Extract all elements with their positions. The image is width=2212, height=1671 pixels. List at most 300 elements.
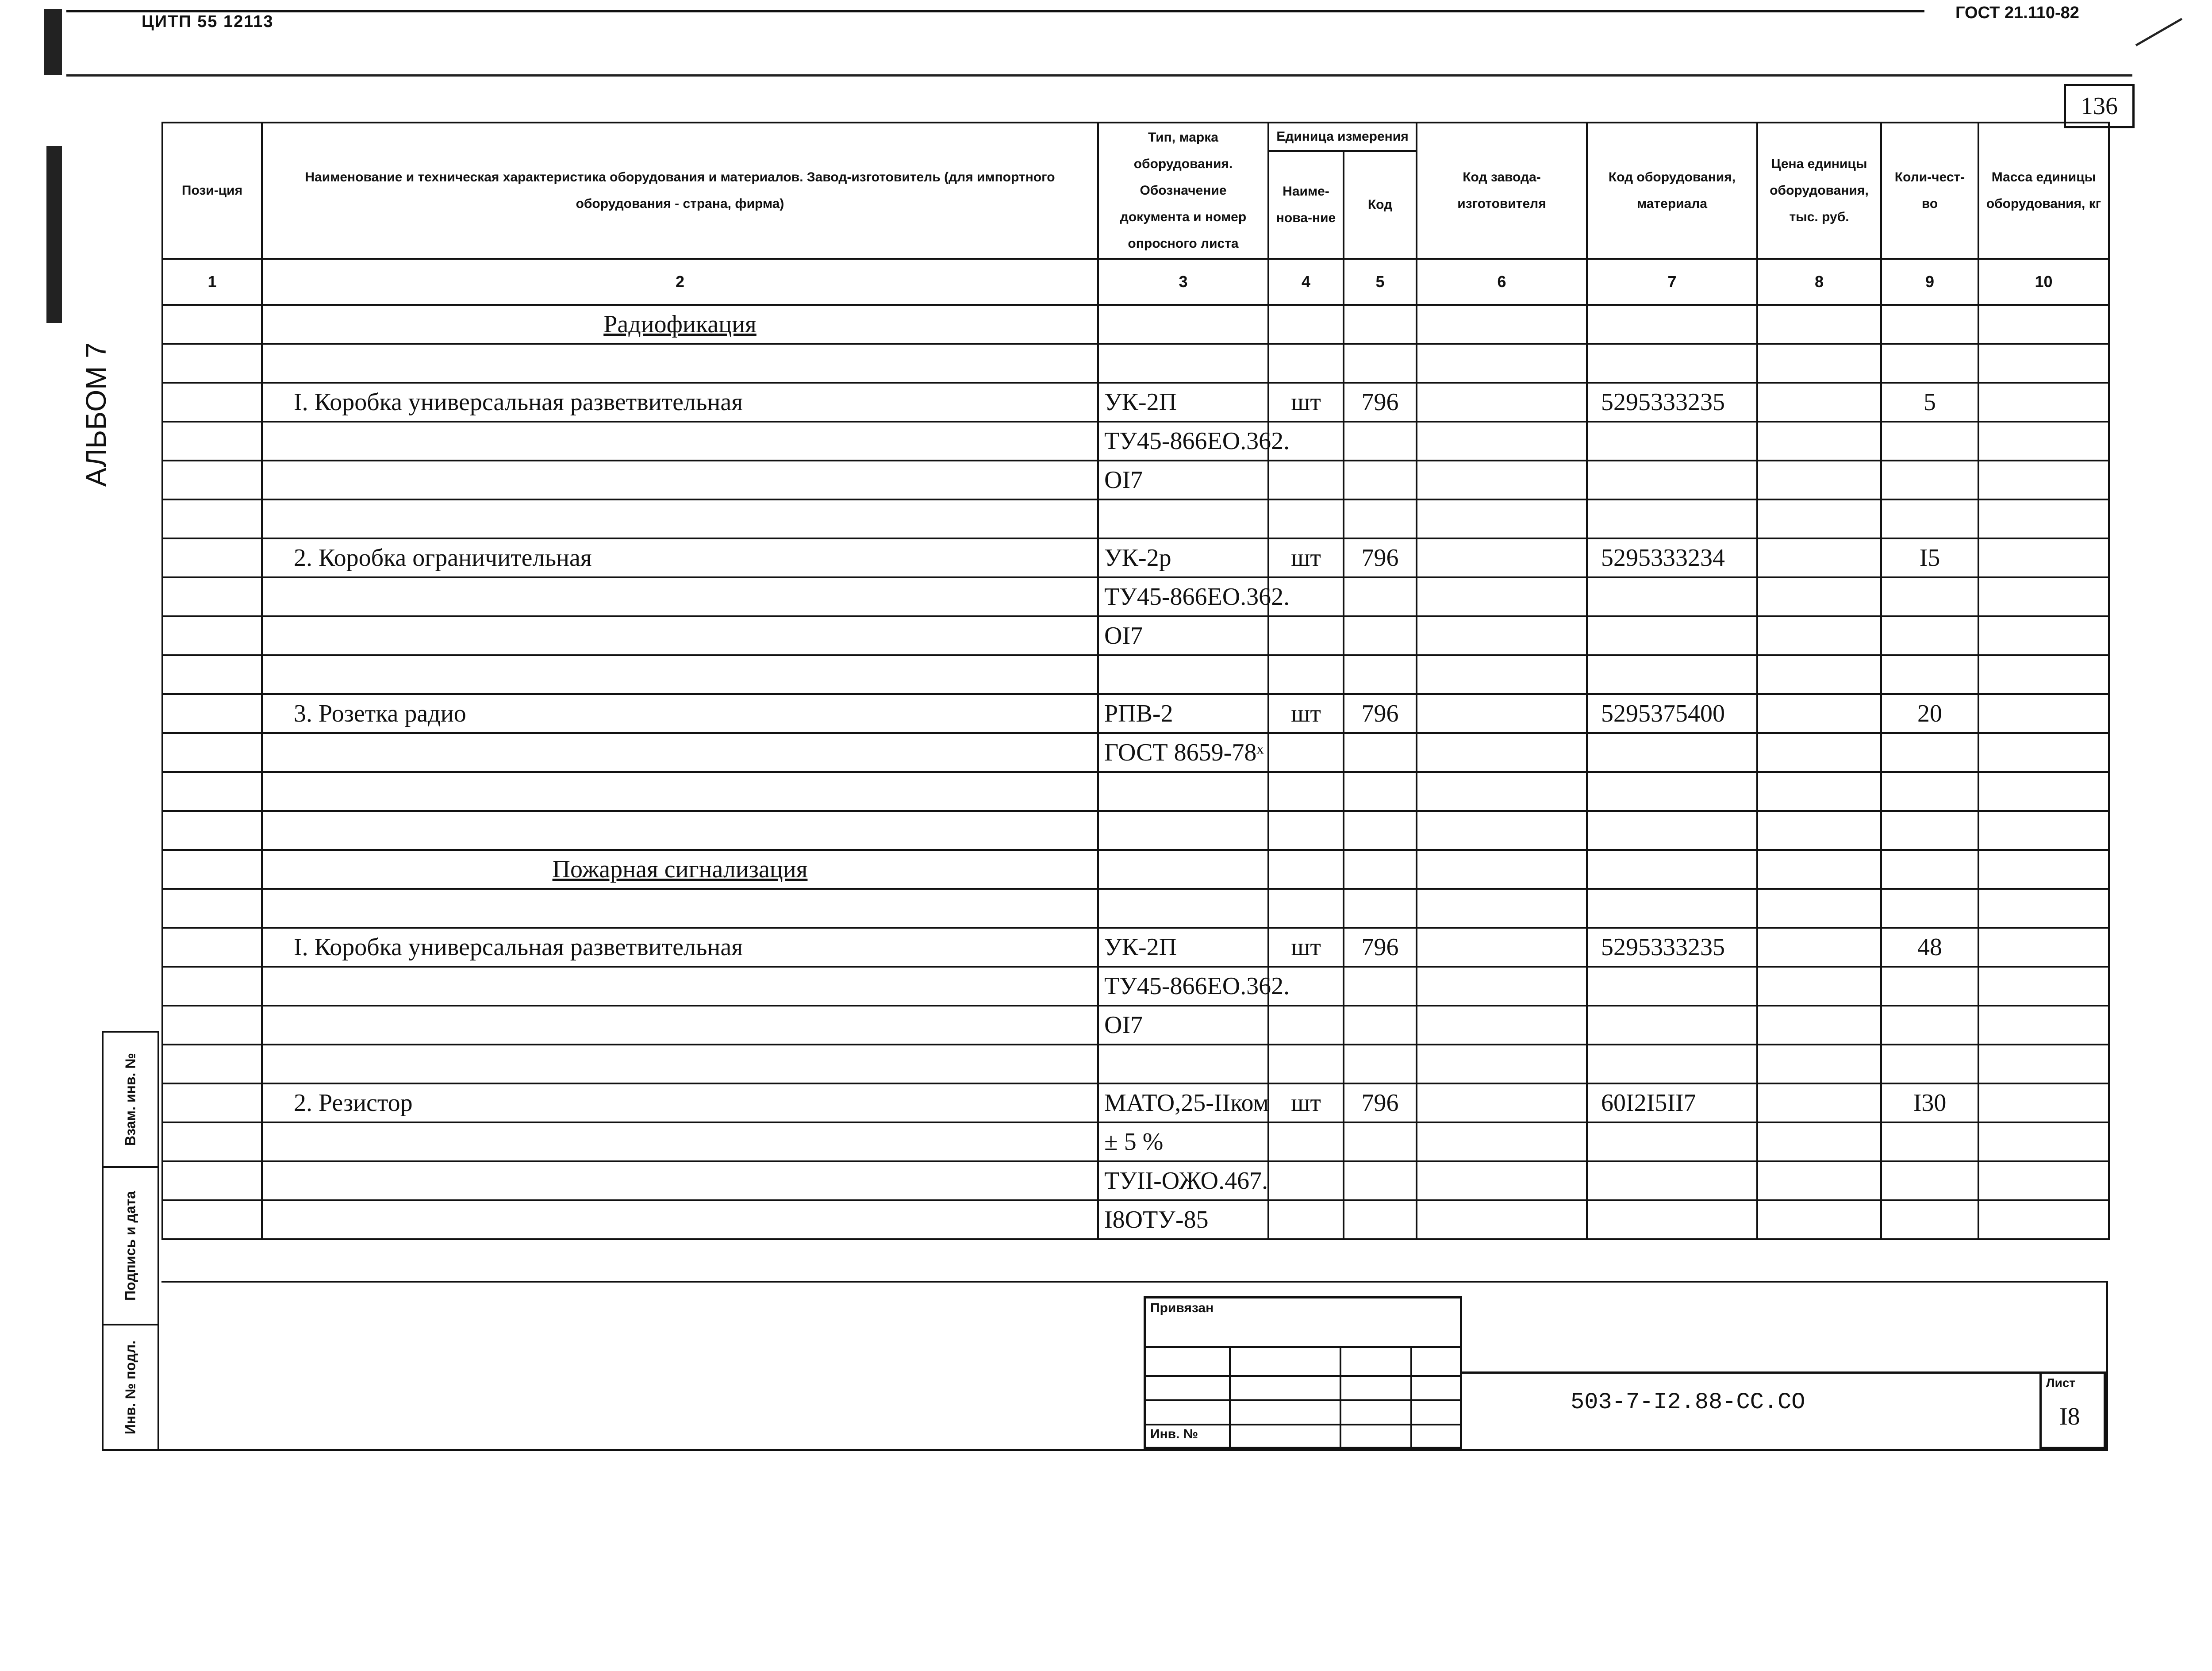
table-cell-code xyxy=(1344,811,1417,850)
table-cell-mass xyxy=(1978,850,2109,889)
table-cell-type: УК-2П xyxy=(1098,383,1268,422)
album-label: АЛЬБОМ 7 xyxy=(80,342,112,487)
column-number: 9 xyxy=(1881,259,1978,305)
table-cell-code xyxy=(1344,967,1417,1006)
table-row xyxy=(162,772,2109,811)
table-cell-mass xyxy=(1978,733,2109,772)
table-cell-type: I8ОТУ-85 xyxy=(1098,1200,1268,1239)
document-band-rule xyxy=(1462,1371,2106,1374)
table-cell-unit: шт xyxy=(1268,383,1344,422)
table-cell-equip_code xyxy=(1587,967,1757,1006)
table-cell-pos xyxy=(162,305,262,344)
table-cell-price xyxy=(1757,1083,1881,1122)
column-number: 10 xyxy=(1978,259,2109,305)
table-cell-equip_code xyxy=(1587,305,1757,344)
table-cell-type xyxy=(1098,499,1268,538)
table-cell-price xyxy=(1757,461,1881,499)
side-stamp-label: Взам. инв. № xyxy=(122,1053,138,1146)
table-cell-mass xyxy=(1978,1161,2109,1200)
table-cell-equip_code xyxy=(1587,577,1757,616)
table-cell-qty: I5 xyxy=(1881,538,1978,577)
table-cell-unit: шт xyxy=(1268,694,1344,733)
table-row xyxy=(162,383,2109,422)
side-stamp-cell xyxy=(102,1324,159,1451)
table-cell-pos xyxy=(162,577,262,616)
table-cell-type: ОI7 xyxy=(1098,461,1268,499)
table-row xyxy=(162,889,2109,928)
table-row xyxy=(162,694,2109,733)
table-cell-mass xyxy=(1978,655,2109,694)
header-left-code: ЦИТП 55 12113 xyxy=(142,12,274,31)
table-cell-equip_code xyxy=(1587,344,1757,383)
binding-block xyxy=(1144,1296,1462,1449)
table-row xyxy=(162,344,2109,383)
table-cell-equip_code xyxy=(1587,1161,1757,1200)
table-cell-pos xyxy=(162,694,262,733)
frame-top-rule xyxy=(66,74,2132,77)
header-unit-group: Единица измерения xyxy=(1268,123,1417,151)
table-cell-equip_code xyxy=(1587,616,1757,655)
table-cell-mass xyxy=(1978,928,2109,967)
table-cell-code xyxy=(1344,772,1417,811)
table-cell-qty xyxy=(1881,1122,1978,1161)
table-cell-mass xyxy=(1978,1200,2109,1239)
side-stamp-label: Инв. № подл. xyxy=(122,1340,138,1435)
table-cell-price xyxy=(1757,850,1881,889)
table-cell-qty xyxy=(1881,655,1978,694)
binding-grid xyxy=(1146,1298,1460,1447)
table-cell-factory xyxy=(1417,1006,1587,1045)
table-cell-type: МАТО,25-IIком xyxy=(1098,1083,1268,1122)
table-cell-pos xyxy=(162,383,262,422)
table-cell-qty xyxy=(1881,733,1978,772)
table-cell-price xyxy=(1757,383,1881,422)
table-cell-type xyxy=(1098,889,1268,928)
table-row xyxy=(162,538,2109,577)
table-cell-equip_code xyxy=(1587,1122,1757,1161)
table-cell-code: 796 xyxy=(1344,538,1417,577)
column-number: 1 xyxy=(162,259,262,305)
table-cell-factory xyxy=(1417,811,1587,850)
scan-mark xyxy=(2135,18,2182,46)
side-stamp-cell xyxy=(102,1031,159,1168)
table-cell-qty: 20 xyxy=(1881,694,1978,733)
table-cell-type: ТУII-ОЖО.467. xyxy=(1098,1161,1268,1200)
table-cell-type xyxy=(1098,1045,1268,1083)
table-cell-unit xyxy=(1268,850,1344,889)
table-cell-equip_code: 60I2I5II7 xyxy=(1587,1083,1757,1122)
table-cell-equip_code xyxy=(1587,422,1757,461)
table-cell-code xyxy=(1344,1200,1417,1239)
table-cell-factory xyxy=(1417,733,1587,772)
table-cell-equip_code xyxy=(1587,889,1757,928)
table-cell-factory xyxy=(1417,1161,1587,1200)
table-cell-type: ТУ45-866ЕО.362. xyxy=(1098,577,1268,616)
table-cell-type: УК-2П xyxy=(1098,928,1268,967)
table-cell-unit xyxy=(1268,499,1344,538)
table-cell-mass xyxy=(1978,461,2109,499)
table-cell-equip_code xyxy=(1587,1006,1757,1045)
table-row xyxy=(162,928,2109,967)
header-quantity: Коли-чест-во xyxy=(1881,123,1978,259)
table-cell-factory xyxy=(1417,577,1587,616)
table-cell-type xyxy=(1098,655,1268,694)
table-cell-price xyxy=(1757,1006,1881,1045)
header-type: Тип, марка оборудования. Обозначение документа и номер опросного листа xyxy=(1098,123,1268,259)
table-cell-type xyxy=(1098,811,1268,850)
table-cell-unit: шт xyxy=(1268,1083,1344,1122)
table-cell-name: 2. Коробка ограничительная xyxy=(262,538,1098,577)
table-cell-equip_code xyxy=(1587,850,1757,889)
table-cell-factory xyxy=(1417,928,1587,967)
table-cell-qty xyxy=(1881,1161,1978,1200)
table-cell-type: РПВ-2 xyxy=(1098,694,1268,733)
table-cell-pos xyxy=(162,850,262,889)
table-cell-mass xyxy=(1978,616,2109,655)
table-cell-type xyxy=(1098,772,1268,811)
table-cell-factory xyxy=(1417,967,1587,1006)
table-cell-name xyxy=(262,733,1098,772)
header-unit-code: Код xyxy=(1344,151,1417,259)
table-cell-factory xyxy=(1417,655,1587,694)
table-row xyxy=(162,655,2109,694)
sheet-number: I8 xyxy=(2059,1403,2080,1430)
header-factory-code: Код завода-изготовителя xyxy=(1417,123,1587,259)
table-cell-code xyxy=(1344,889,1417,928)
table-cell-pos xyxy=(162,344,262,383)
header-mass: Масса единицы оборудования, кг xyxy=(1978,123,2109,259)
table-cell-equip_code xyxy=(1587,499,1757,538)
table-row xyxy=(162,1122,2109,1161)
table-cell-pos xyxy=(162,1161,262,1200)
table-cell-price xyxy=(1757,1122,1881,1161)
table-cell-type: ТУ45-866ЕО.362. xyxy=(1098,967,1268,1006)
table-row xyxy=(162,1006,2109,1045)
table-cell-unit xyxy=(1268,772,1344,811)
table-cell-unit xyxy=(1268,344,1344,383)
table-cell-mass xyxy=(1978,577,2109,616)
table-cell-factory xyxy=(1417,772,1587,811)
table-cell-unit: шт xyxy=(1268,538,1344,577)
table-cell-code xyxy=(1344,733,1417,772)
table-cell-mass xyxy=(1978,811,2109,850)
table-cell-pos xyxy=(162,928,262,967)
table-cell-unit xyxy=(1268,1122,1344,1161)
table-cell-type xyxy=(1098,850,1268,889)
table-row xyxy=(162,577,2109,616)
frame-bottom-rule xyxy=(102,1449,2108,1451)
table-cell-name xyxy=(262,967,1098,1006)
table-cell-factory xyxy=(1417,694,1587,733)
table-cell-price xyxy=(1757,499,1881,538)
table-cell-price xyxy=(1757,655,1881,694)
table-cell-name xyxy=(262,344,1098,383)
table-cell-mass xyxy=(1978,1122,2109,1161)
table-cell-equip_code: 5295375400 xyxy=(1587,694,1757,733)
table-cell-mass xyxy=(1978,772,2109,811)
table-cell-qty xyxy=(1881,305,1978,344)
table-cell-equip_code xyxy=(1587,1200,1757,1239)
table-cell-code xyxy=(1344,422,1417,461)
table-cell-name xyxy=(262,422,1098,461)
table-cell-name xyxy=(262,1006,1098,1045)
header-position: Пози-ция xyxy=(162,123,262,259)
table-cell-pos xyxy=(162,499,262,538)
table-cell-pos xyxy=(162,538,262,577)
table-cell-factory xyxy=(1417,422,1587,461)
table-cell-price xyxy=(1757,772,1881,811)
table-cell-unit xyxy=(1268,1045,1344,1083)
table-cell-pos xyxy=(162,1045,262,1083)
table-row xyxy=(162,499,2109,538)
table-cell-equip_code xyxy=(1587,1045,1757,1083)
table-cell-pos xyxy=(162,967,262,1006)
table-row xyxy=(162,1083,2109,1122)
table-cell-code xyxy=(1344,461,1417,499)
table-row xyxy=(162,733,2109,772)
table-row xyxy=(162,1200,2109,1239)
table-cell-factory xyxy=(1417,1200,1587,1239)
table-cell-equip_code: 5295333234 xyxy=(1587,538,1757,577)
table-row xyxy=(162,967,2109,1006)
table-cell-qty xyxy=(1881,344,1978,383)
title-block-top-rule xyxy=(161,1281,2108,1283)
table-cell-pos xyxy=(162,461,262,499)
table-cell-equip_code xyxy=(1587,461,1757,499)
header-rule xyxy=(66,10,1924,12)
table-row xyxy=(162,850,2109,889)
table-cell-qty xyxy=(1881,1045,1978,1083)
binding-label: Привязан xyxy=(1150,1301,1214,1315)
table-cell-type: ОI7 xyxy=(1098,616,1268,655)
table-cell-unit xyxy=(1268,733,1344,772)
column-number: 5 xyxy=(1344,259,1417,305)
table-cell-qty xyxy=(1881,499,1978,538)
table-cell-factory xyxy=(1417,499,1587,538)
column-number: 3 xyxy=(1098,259,1268,305)
table-cell-qty xyxy=(1881,461,1978,499)
scan-mark xyxy=(46,146,62,323)
table-cell-code: 796 xyxy=(1344,694,1417,733)
column-number: 4 xyxy=(1268,259,1344,305)
table-cell-mass xyxy=(1978,538,2109,577)
side-stamp-cell xyxy=(102,1166,159,1325)
table-cell-price xyxy=(1757,305,1881,344)
table-cell-pos xyxy=(162,733,262,772)
document-code: 503-7-I2.88-СС.СО xyxy=(1571,1389,1805,1415)
top-sheet-number: 136 xyxy=(2064,84,2135,128)
table-cell-qty xyxy=(1881,889,1978,928)
table-cell-pos xyxy=(162,655,262,694)
header-row xyxy=(162,123,2109,151)
table-cell-name xyxy=(262,1200,1098,1239)
table-cell-mass xyxy=(1978,967,2109,1006)
table-cell-factory xyxy=(1417,538,1587,577)
table-cell-qty xyxy=(1881,772,1978,811)
table-cell-qty xyxy=(1881,1006,1978,1045)
table-row xyxy=(162,305,2109,344)
column-number: 7 xyxy=(1587,259,1757,305)
table-row xyxy=(162,616,2109,655)
table-cell-name xyxy=(262,889,1098,928)
specification-body xyxy=(162,305,2109,1239)
table-cell-name: 3. Розетка радио xyxy=(262,694,1098,733)
table-cell-factory xyxy=(1417,305,1587,344)
table-cell-code xyxy=(1344,1045,1417,1083)
table-cell-name: I. Коробка универсальная разветвительная xyxy=(262,928,1098,967)
column-number-row xyxy=(162,259,2109,305)
header-price: Цена единицы оборудования, тыс. руб. xyxy=(1757,123,1881,259)
table-cell-unit: шт xyxy=(1268,928,1344,967)
table-cell-factory xyxy=(1417,889,1587,928)
table-cell-type: ГОСТ 8659-78ˣ xyxy=(1098,733,1268,772)
table-cell-unit xyxy=(1268,1161,1344,1200)
header-unit-name: Наиме-нова-ние xyxy=(1268,151,1344,259)
table-cell-mass xyxy=(1978,383,2109,422)
table-row xyxy=(162,461,2109,499)
header-equipment-code: Код оборудования, материала xyxy=(1587,123,1757,259)
side-stamp-label: Подпись и дата xyxy=(122,1191,138,1301)
side-stamp xyxy=(102,1031,159,1451)
table-cell-type xyxy=(1098,344,1268,383)
table-cell-name xyxy=(262,655,1098,694)
table-cell-equip_code: 5295333235 xyxy=(1587,928,1757,967)
table-cell-pos xyxy=(162,889,262,928)
table-cell-type: ТУ45-866ЕО.362. xyxy=(1098,422,1268,461)
table-cell-code xyxy=(1344,305,1417,344)
table-cell-name xyxy=(262,811,1098,850)
table-cell-type: УК-2р xyxy=(1098,538,1268,577)
table-cell-price xyxy=(1757,422,1881,461)
table-cell-type: ± 5 % xyxy=(1098,1122,1268,1161)
header-right-code: ГОСТ 21.110-82 xyxy=(1955,4,2079,22)
table-cell-name: I. Коробка универсальная разветвительная xyxy=(262,383,1098,422)
table-cell-pos xyxy=(162,422,262,461)
table-cell-price xyxy=(1757,733,1881,772)
table-row xyxy=(162,1161,2109,1200)
table-cell-type: ОI7 xyxy=(1098,1006,1268,1045)
table-cell-code: 796 xyxy=(1344,928,1417,967)
table-cell-qty xyxy=(1881,1200,1978,1239)
column-number: 2 xyxy=(262,259,1098,305)
table-cell-code: 796 xyxy=(1344,1083,1417,1122)
table-cell-name xyxy=(262,499,1098,538)
inventory-label: Инв. № xyxy=(1150,1427,1198,1441)
table-cell-code xyxy=(1344,499,1417,538)
table-cell-unit xyxy=(1268,1200,1344,1239)
table-cell-equip_code: 5295333235 xyxy=(1587,383,1757,422)
table-cell-mass xyxy=(1978,694,2109,733)
table-row xyxy=(162,422,2109,461)
table-cell-name xyxy=(262,616,1098,655)
table-cell-name xyxy=(262,461,1098,499)
table-cell-unit xyxy=(1268,655,1344,694)
table-cell-pos xyxy=(162,1122,262,1161)
table-cell-mass xyxy=(1978,499,2109,538)
table-cell-name: Пожарная сигнализация xyxy=(262,850,1098,889)
table-cell-factory xyxy=(1417,461,1587,499)
table-cell-factory xyxy=(1417,1045,1587,1083)
table-cell-mass xyxy=(1978,889,2109,928)
table-cell-equip_code xyxy=(1587,733,1757,772)
table-cell-price xyxy=(1757,1161,1881,1200)
sheet-label: Лист xyxy=(2046,1376,2076,1390)
table-cell-equip_code xyxy=(1587,772,1757,811)
table-row xyxy=(162,811,2109,850)
table-cell-equip_code xyxy=(1587,811,1757,850)
table-cell-code xyxy=(1344,1161,1417,1200)
table-cell-unit xyxy=(1268,616,1344,655)
table-cell-qty xyxy=(1881,422,1978,461)
table-cell-mass xyxy=(1978,1006,2109,1045)
table-cell-code xyxy=(1344,344,1417,383)
table-cell-mass xyxy=(1978,305,2109,344)
table-cell-mass xyxy=(1978,422,2109,461)
table-cell-unit xyxy=(1268,889,1344,928)
table-cell-factory xyxy=(1417,1083,1587,1122)
table-cell-name xyxy=(262,577,1098,616)
table-cell-pos xyxy=(162,811,262,850)
table-row xyxy=(162,1045,2109,1083)
table-cell-code xyxy=(1344,577,1417,616)
table-cell-pos xyxy=(162,616,262,655)
table-cell-price xyxy=(1757,344,1881,383)
table-cell-qty xyxy=(1881,616,1978,655)
table-cell-unit xyxy=(1268,1006,1344,1045)
table-cell-qty: 48 xyxy=(1881,928,1978,967)
table-cell-pos xyxy=(162,1083,262,1122)
table-cell-mass xyxy=(1978,344,2109,383)
table-cell-name: Радиофикация xyxy=(262,305,1098,344)
table-cell-price xyxy=(1757,694,1881,733)
table-cell-name xyxy=(262,772,1098,811)
table-cell-code xyxy=(1344,616,1417,655)
table-cell-name xyxy=(262,1161,1098,1200)
table-cell-mass xyxy=(1978,1045,2109,1083)
table-cell-name xyxy=(262,1045,1098,1083)
table-cell-price xyxy=(1757,577,1881,616)
table-cell-price xyxy=(1757,889,1881,928)
table-cell-factory xyxy=(1417,616,1587,655)
table-cell-equip_code xyxy=(1587,655,1757,694)
table-cell-unit xyxy=(1268,461,1344,499)
table-cell-price xyxy=(1757,811,1881,850)
table-cell-factory xyxy=(1417,850,1587,889)
table-cell-unit xyxy=(1268,811,1344,850)
table-cell-qty xyxy=(1881,811,1978,850)
table-cell-price xyxy=(1757,928,1881,967)
table-cell-price xyxy=(1757,967,1881,1006)
table-cell-price xyxy=(1757,1200,1881,1239)
table-cell-price xyxy=(1757,538,1881,577)
table-cell-qty: 5 xyxy=(1881,383,1978,422)
table-cell-qty xyxy=(1881,967,1978,1006)
header-name: Наименование и техническая характеристика оборудования и материалов. Завод-изготовитель (для импортного оборудования - страна, фирма) xyxy=(262,123,1098,259)
table-cell-qty xyxy=(1881,850,1978,889)
table-cell-pos xyxy=(162,1200,262,1239)
table-cell-code xyxy=(1344,850,1417,889)
table-cell-type xyxy=(1098,305,1268,344)
table-cell-code xyxy=(1344,655,1417,694)
table-cell-code: 796 xyxy=(1344,383,1417,422)
table-cell-code xyxy=(1344,1006,1417,1045)
table-cell-pos xyxy=(162,1006,262,1045)
table-cell-code xyxy=(1344,1122,1417,1161)
scan-mark xyxy=(44,9,62,75)
table-cell-price xyxy=(1757,616,1881,655)
table-cell-name: 2. Резистор xyxy=(262,1083,1098,1122)
table-cell-pos xyxy=(162,772,262,811)
